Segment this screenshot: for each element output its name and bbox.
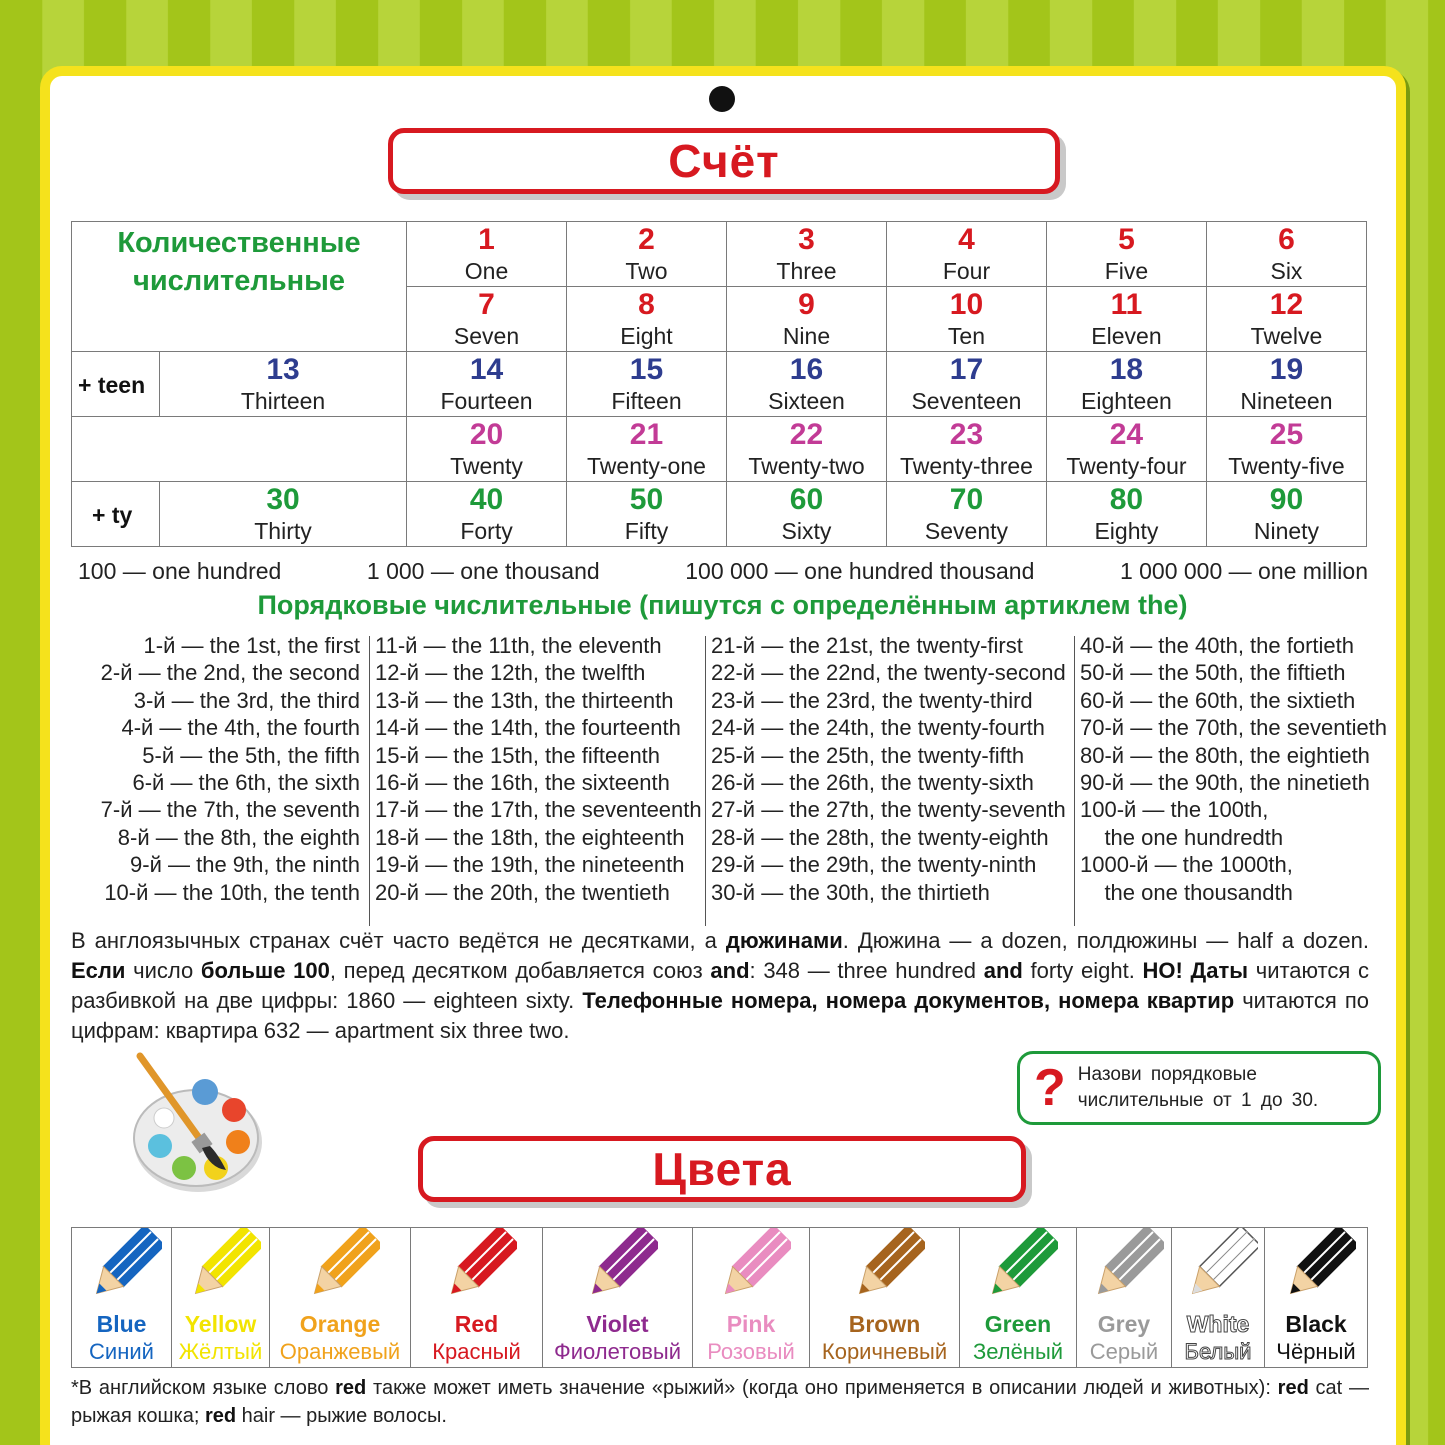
ordinal-item: the one hundredth: [1080, 824, 1284, 850]
ordinal-item: 21-й — the 21st, the twenty-first: [711, 633, 1023, 658]
teen-suffix-label: + teen: [72, 352, 160, 417]
number-digit: 30: [266, 483, 300, 516]
ordinal-item: 7-й — the 7th, the seventh: [100, 797, 360, 823]
number-word: Twenty-two: [748, 453, 865, 479]
number-cell: [567, 287, 727, 352]
number-cell: [1206, 352, 1366, 417]
color-name-russian: Оранжевый: [279, 1339, 401, 1364]
quiz-text-line1: Назови порядковые: [1077, 1064, 1257, 1085]
number-digit: 70: [949, 483, 984, 516]
ordinal-item: 30-й — the 30th, the thirtieth: [711, 879, 990, 905]
number-digit: 23: [949, 418, 984, 451]
number-digit: 1: [478, 223, 495, 256]
color-name-english: Violet: [586, 1311, 649, 1337]
number-digit: 13: [266, 353, 300, 386]
number-digit: 16: [789, 353, 824, 386]
number-word: Fifteen: [611, 388, 682, 414]
paragraph-text: читаются с разбивкой на две цифры: 1860 — eighteen sixty.: [71, 958, 1369, 1013]
paragraph-text: В англоязычных странах счёт часто ведётся не десятками, а: [71, 928, 726, 953]
number-cell: [407, 352, 567, 417]
ordinal-item: 13-й — the 13th, the thirteenth: [375, 687, 674, 713]
number-digit: 5: [1118, 223, 1135, 256]
number-word: Four: [942, 258, 991, 284]
color-cell: [270, 1228, 411, 1368]
number-digit: 60: [789, 483, 824, 516]
number-word: Twenty-five: [1228, 453, 1345, 479]
number-digit: 80: [1109, 483, 1144, 516]
color-name-english: Orange: [299, 1311, 381, 1337]
ordinal-item: 6-й — the 6th, the sixth: [132, 770, 360, 796]
ordinal-item: 100-й — the 100th,: [1080, 797, 1269, 823]
number-digit: 3: [798, 223, 815, 256]
column-divider: [705, 636, 706, 926]
ordinal-item: 23-й — the 23rd, the twenty-third: [711, 687, 1033, 713]
number-cell: [1046, 482, 1206, 547]
number-word: Sixteen: [768, 388, 845, 414]
pencil-icon: [978, 1228, 1058, 1308]
paragraph-bold: НО! Даты: [1142, 958, 1249, 983]
ordinal-item: 80-й — the 80th, the eightieth: [1080, 742, 1370, 768]
number-cell: [407, 222, 567, 287]
color-name-russian: Коричневый: [821, 1339, 948, 1364]
paragraph-text: . Дюжина — a dozen, полдюжины — half a dozen.: [842, 928, 1369, 953]
pencil-icon: [711, 1228, 791, 1308]
cardinal-header-line2: числительные: [132, 265, 346, 297]
number-cell: [567, 352, 727, 417]
color-name-russian: Красный: [432, 1339, 521, 1364]
ordinal-item: 90-й — the 90th, the ninetieth: [1080, 770, 1370, 796]
number-word: Eighteen: [1081, 388, 1172, 414]
pencil-icon: [1276, 1228, 1356, 1308]
number-digit: 40: [469, 483, 504, 516]
number-word: Fourteen: [440, 388, 533, 414]
color-name-russian: Белый: [1184, 1339, 1252, 1364]
number-word: Sixty: [781, 518, 832, 544]
paragraph-text: число: [125, 958, 201, 983]
number-word: Seventeen: [911, 388, 1022, 414]
number-digit: 14: [469, 353, 504, 386]
number-word: Nine: [782, 323, 831, 349]
number-digit: 18: [1109, 353, 1144, 386]
number-word: Twenty: [450, 453, 523, 479]
number-digit: 19: [1269, 353, 1304, 386]
ordinal-item: 50-й — the 50th, the fiftieth: [1080, 660, 1346, 686]
number-cell: [1046, 287, 1206, 352]
number-word: Twenty-four: [1066, 453, 1187, 479]
number-cell: [886, 482, 1046, 547]
number-word: Twenty-three: [899, 453, 1033, 479]
number-word: Thirty: [254, 518, 312, 544]
number-word: Three: [776, 258, 837, 284]
quiz-text-line2: числительные от 1 до 30.: [1077, 1090, 1319, 1111]
ordinal-item: 25-й — the 25th, the twenty-fifth: [711, 742, 1025, 768]
ordinal-column-1: [78, 632, 360, 906]
color-cell: [960, 1228, 1077, 1368]
colors-title-banner: [418, 1136, 1026, 1202]
ordinal-item: 24-й — the 24th, the twenty-fourth: [711, 715, 1045, 741]
footnote-text: cat — рыжая кошка;: [71, 1377, 1370, 1427]
column-divider: [1074, 636, 1075, 926]
ordinal-item: 20-й — the 20th, the twentieth: [375, 879, 670, 905]
paint-palette-icon: [130, 1050, 270, 1200]
cardinal-header: [72, 222, 407, 352]
ordinal-title: Порядковые числительные (пишутся с определённым артиклем the): [257, 590, 1188, 620]
paragraph-bold: Если: [71, 958, 126, 983]
ordinal-column-4: [1080, 632, 1387, 906]
number-word: Eleven: [1091, 323, 1162, 349]
ordinal-item: 5-й — the 5th, the fifth: [142, 742, 360, 768]
number-cell: [1046, 222, 1206, 287]
number-cell: [886, 417, 1046, 482]
color-name-english: White: [1186, 1311, 1250, 1337]
number-digit: 7: [478, 288, 495, 321]
number-word: Ten: [947, 323, 985, 349]
number-digit: 25: [1269, 418, 1304, 451]
number-digit: 21: [629, 418, 664, 451]
number-digit: 9: [798, 288, 815, 321]
ordinal-item: 18-й — the 18th, the eighteenth: [375, 824, 685, 850]
color-cell: [1172, 1228, 1265, 1368]
number-word: Six: [1270, 258, 1303, 284]
footnote-bold: red: [335, 1377, 367, 1399]
paragraph-bold: Телефонные номера, номера документов, номера квартир: [582, 988, 1235, 1013]
color-cell: [1077, 1228, 1172, 1368]
ordinal-item: 4-й — the 4th, the fourth: [121, 715, 360, 741]
color-name-russian: Серый: [1089, 1339, 1159, 1364]
ordinal-column-3: [711, 632, 1066, 906]
color-cell: [810, 1228, 960, 1368]
number-cell: [1046, 352, 1206, 417]
large-number: 100 — one hundred: [78, 558, 282, 584]
ordinal-item: 16-й — the 16th, the sixteenth: [375, 770, 670, 796]
number-cell: [1206, 417, 1366, 482]
number-word: Eight: [620, 323, 673, 349]
color-name-english: Black: [1285, 1311, 1347, 1337]
number-cell: [567, 222, 727, 287]
ordinal-item: 40-й — the 40th, the fortieth: [1080, 633, 1355, 658]
number-cell: [567, 417, 727, 482]
number-cell: [1206, 222, 1366, 287]
footnote-bold: red: [204, 1405, 237, 1427]
number-word: Eighty: [1094, 518, 1159, 544]
ordinal-item: 9-й — the 9th, the ninth: [130, 852, 360, 878]
number-cell: [1206, 287, 1366, 352]
table-row: [72, 222, 1367, 287]
color-name-russian: Синий: [89, 1339, 154, 1364]
number-cell: [1206, 482, 1366, 547]
table-row: [72, 482, 1367, 547]
ordinal-item: 60-й — the 60th, the sixtieth: [1080, 687, 1356, 713]
ordinal-column-2: [375, 632, 702, 906]
number-cell: [407, 287, 567, 352]
cardinal-header-line1: Количественные: [117, 227, 361, 259]
number-digit: 17: [949, 353, 984, 386]
number-cell: [726, 417, 886, 482]
paragraph-text: читаются по цифрам: квартира 632 — apartment six three two.: [71, 988, 1369, 1043]
large-number: 1 000 — one thousand: [366, 558, 600, 584]
color-name-english: Pink: [726, 1311, 776, 1337]
pencil-icon: [181, 1228, 261, 1308]
paragraph-text: , перед десятком добавляется союз: [329, 958, 711, 983]
ty-suffix-label: + ty: [72, 482, 160, 547]
footnote-text: hair — рыжие волосы.: [236, 1405, 447, 1427]
ordinal-item: 8-й — the 8th, the eighth: [117, 824, 360, 850]
number-word: Seventy: [924, 518, 1009, 544]
number-digit: 11: [1110, 288, 1143, 321]
number-word: Forty: [460, 518, 513, 544]
number-word: Twenty-one: [587, 453, 706, 479]
pencil-icon: [1178, 1228, 1258, 1308]
colors-title: Цвета: [652, 1143, 792, 1195]
large-number: 100 000 — one hundred thousand: [685, 558, 1035, 584]
color-name-english: Red: [454, 1311, 499, 1337]
ordinal-item: 22-й — the 22nd, the twenty-second: [711, 660, 1066, 686]
ordinal-item: 29-й — the 29th, the twenty-ninth: [711, 852, 1037, 878]
footnote: [71, 1374, 1369, 1430]
number-word: Thirteen: [240, 388, 326, 414]
color-name-russian: Жёлтый: [178, 1339, 263, 1364]
ordinal-item: 12-й — the 12th, the twelfth: [375, 660, 646, 686]
empty-cell: [72, 417, 407, 482]
large-number: 1 000 000 — one million: [1119, 558, 1368, 584]
pencil-icon: [845, 1228, 925, 1308]
question-mark-icon: ?: [1034, 1059, 1066, 1117]
footnote-text: также может иметь значение «рыжий» (когда оно применяется в описании людей и животных):: [366, 1377, 1278, 1399]
color-cell: [72, 1228, 172, 1368]
number-cell: [726, 352, 886, 417]
color-cell: [543, 1228, 693, 1368]
number-digit: 10: [949, 288, 984, 321]
table-row: [72, 1228, 1368, 1368]
footnote-text: *В английском языке слово: [71, 1377, 336, 1399]
ordinal-item: 14-й — the 14th, the fourteenth: [375, 715, 681, 741]
ordinal-item: 10-й — the 10th, the tenth: [104, 879, 360, 905]
ordinal-item: the one thousandth: [1080, 879, 1293, 905]
number-digit: 24: [1109, 418, 1144, 451]
number-cell: [160, 482, 407, 547]
number-cell: [407, 417, 567, 482]
ordinal-item: 3-й — the 3rd, the third: [133, 687, 360, 713]
large-numbers-row: [78, 558, 1368, 585]
footnote-bold: red: [1277, 1377, 1309, 1399]
pencil-icon: [300, 1228, 380, 1308]
ordinal-item: 11-й — the 11th, the eleventh: [375, 633, 662, 658]
color-cell: [693, 1228, 810, 1368]
number-digit: 12: [1269, 288, 1304, 321]
paragraph-bold: дюжинами: [725, 928, 843, 953]
color-name-russian: Зелёный: [972, 1339, 1064, 1364]
paragraph-bold: and: [983, 958, 1023, 983]
pencil-icon: [437, 1228, 517, 1308]
color-cell: [411, 1228, 543, 1368]
number-digit: 50: [629, 483, 664, 516]
pencil-icon: [1084, 1228, 1164, 1308]
color-name-russian: Фиолетовый: [554, 1339, 681, 1364]
paragraph-bold: больше 100: [200, 958, 330, 983]
color-name-english: Grey: [1097, 1311, 1151, 1337]
ordinal-item: 27-й — the 27th, the twenty-seventh: [711, 797, 1066, 823]
color-cell: [1265, 1228, 1368, 1368]
color-name-english: Brown: [848, 1311, 921, 1337]
ordinal-item: 1000-й — the 1000th,: [1080, 852, 1293, 878]
ordinal-item: 28-й — the 28th, the twenty-eighth: [711, 824, 1049, 850]
ordinal-item: 70-й — the 70th, the seventieth: [1080, 715, 1388, 741]
number-word: Twelve: [1250, 323, 1323, 349]
color-name-english: Green: [984, 1311, 1052, 1337]
paragraph-text: : 348 — three hundred: [749, 958, 984, 983]
color-name-english: Blue: [96, 1311, 147, 1337]
number-digit: 20: [469, 418, 504, 451]
number-cell: [886, 287, 1046, 352]
pencil-icon: [578, 1228, 658, 1308]
table-row: [72, 417, 1367, 482]
color-cell: [172, 1228, 270, 1368]
color-name-russian: Розовый: [707, 1339, 795, 1364]
number-digit: 15: [629, 353, 664, 386]
number-digit: 4: [958, 223, 975, 256]
number-digit: 90: [1269, 483, 1304, 516]
hanging-hole: [709, 86, 735, 112]
number-cell: [407, 482, 567, 547]
number-digit: 2: [638, 223, 655, 256]
table-row: [72, 352, 1367, 417]
number-word: One: [464, 258, 509, 284]
number-cell: [726, 222, 886, 287]
counting-title: Счёт: [668, 135, 780, 187]
number-cell: [886, 352, 1046, 417]
number-word: Seven: [453, 323, 520, 349]
column-divider: [369, 636, 370, 926]
color-name-russian: Чёрный: [1276, 1339, 1356, 1364]
number-cell: [567, 482, 727, 547]
counting-title-banner: [388, 128, 1060, 194]
number-digit: 8: [638, 288, 655, 321]
number-word: Two: [625, 258, 668, 284]
dozen-explanation-paragraph: [71, 926, 1369, 1046]
ordinal-item: 26-й — the 26th, the twenty-sixth: [711, 770, 1034, 796]
paragraph-text: forty eight.: [1022, 958, 1143, 983]
cardinal-numbers-table: [71, 221, 1367, 547]
ordinal-item: 19-й — the 19th, the nineteenth: [375, 852, 685, 878]
pencil-icon: [82, 1228, 162, 1308]
number-word: Five: [1104, 258, 1149, 284]
ordinal-item: 2-й — the 2nd, the second: [100, 660, 360, 686]
number-word: Fifty: [624, 518, 669, 544]
ordinal-item: 1-й — the 1st, the first: [143, 633, 360, 658]
ordinal-item: 15-й — the 15th, the fifteenth: [375, 742, 661, 768]
number-cell: [886, 222, 1046, 287]
quiz-box: [1017, 1051, 1381, 1125]
number-digit: 6: [1278, 223, 1295, 256]
paragraph-bold: and: [710, 958, 750, 983]
number-word: Nineteen: [1240, 388, 1333, 414]
number-cell: [726, 482, 886, 547]
colors-table: [71, 1227, 1368, 1368]
number-cell: [1046, 417, 1206, 482]
number-cell: [160, 352, 407, 417]
color-name-english: Yellow: [184, 1311, 257, 1337]
number-digit: 22: [789, 418, 824, 451]
ordinal-item: 17-й — the 17th, the seventeenth: [375, 797, 702, 823]
number-word: Ninety: [1253, 518, 1320, 544]
number-cell: [726, 287, 886, 352]
